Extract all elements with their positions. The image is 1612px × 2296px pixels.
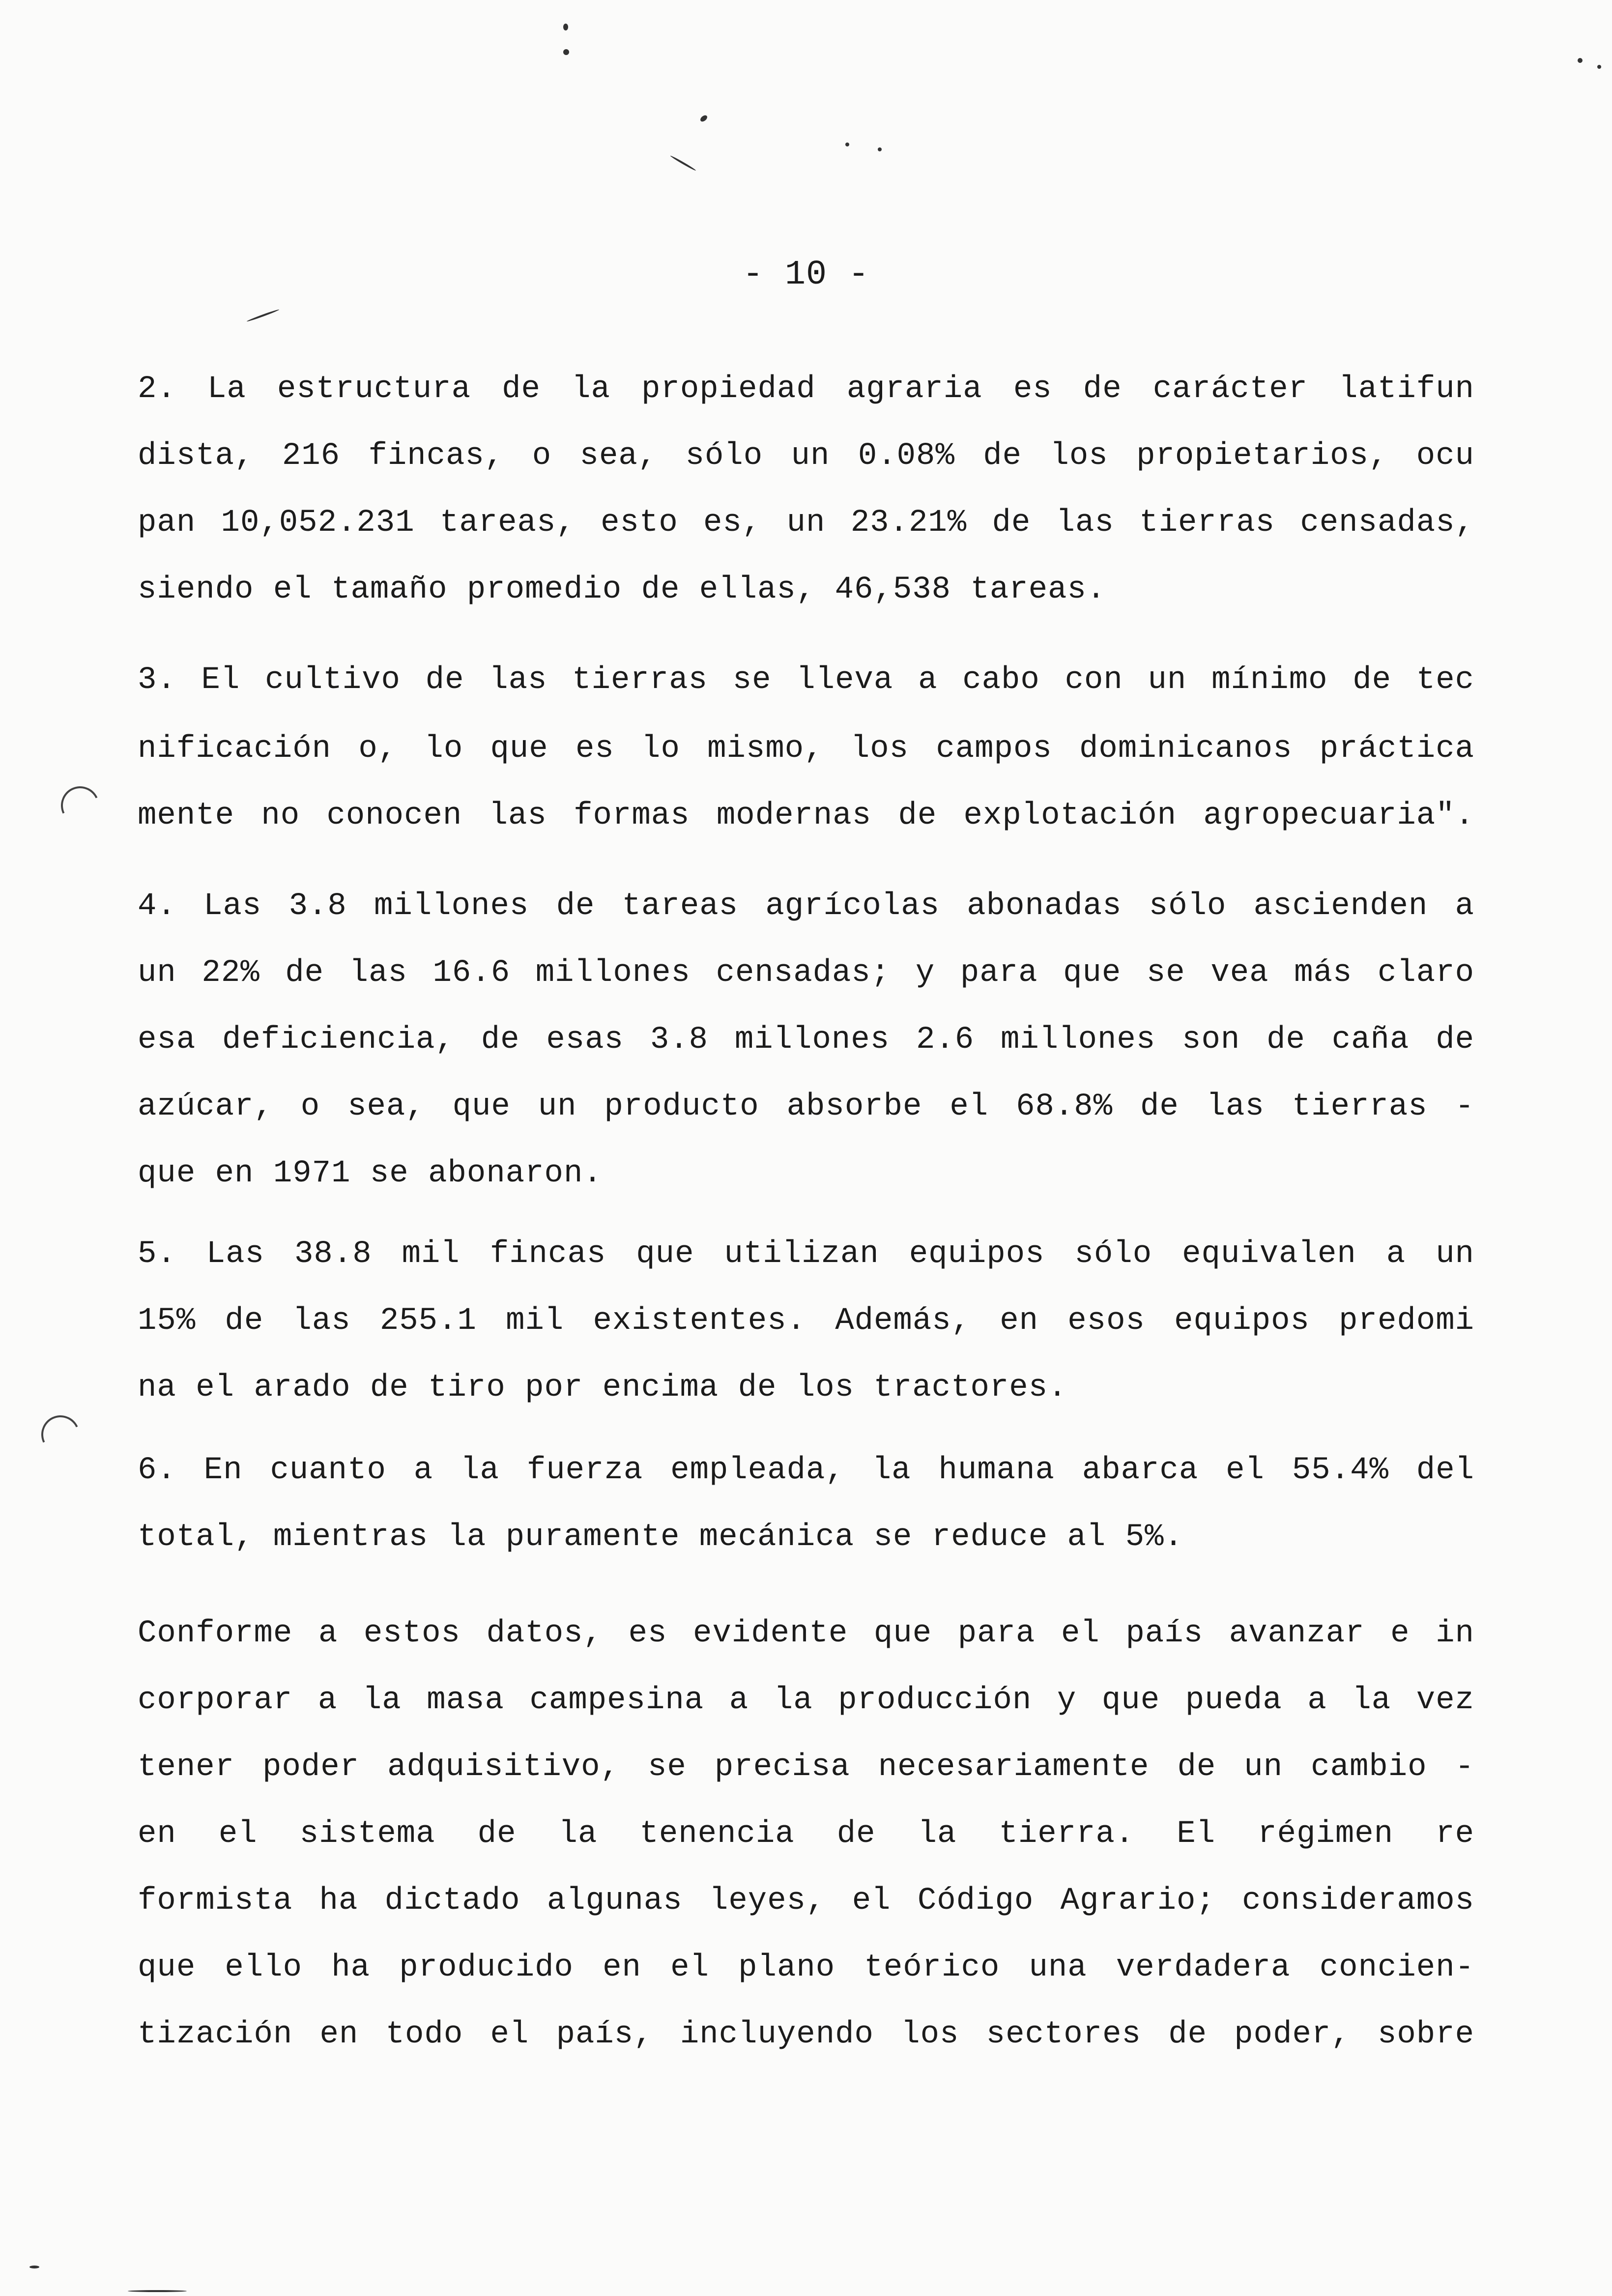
text-line: pan 10,052.231 tareas, esto es, un 23.21% de las tierras censadas, (138, 505, 1474, 541)
text-line: 4. Las 3.8 millones de tareas agrícolas abonadas sólo ascienden a (138, 889, 1474, 924)
text-line: dista, 216 fincas, o sea, sólo un 0.08% de los propietarios, ocu (138, 438, 1474, 474)
text-line: 2. La estructura de la propiedad agraria es de carácter latifun (138, 372, 1474, 407)
text-line: corporar a la masa campesina a la producción y que pueda a la vez (138, 1683, 1474, 1718)
scan-speck (845, 143, 849, 146)
text-line: azúcar, o sea, que un producto absorbe el 68.8% de las tierras - (138, 1089, 1474, 1124)
text-line: Conforme a estos datos, es evidente que para el país avanzar e in (138, 1616, 1474, 1651)
text-line: que ello ha producido en el plano teórico una verdadera concien- (138, 1950, 1474, 1985)
text-line: formista ha dictado algunas leyes, el Código Agrario; consideramos (138, 1883, 1474, 1919)
text-line: total, mientras la puramente mecánica se reduce al 5%. (138, 1520, 1183, 1555)
text-line: 3. El cultivo de las tierras se lleva a cabo con un mínimo de tec (138, 662, 1474, 698)
scan-speck (1578, 58, 1583, 63)
scan-speck (1597, 65, 1601, 69)
scan-speck (29, 2266, 39, 2268)
text-line: mente no conocen las formas modernas de explotación agropecuaria". (138, 798, 1474, 833)
text-line: 15% de las 255.1 mil existentes. Además, en esos equipos predomi (138, 1303, 1474, 1339)
text-line: 5. Las 38.8 mil fincas que utilizan equipos sólo equivalen a un (138, 1236, 1474, 1272)
text-line: que en 1971 se abonaron. (138, 1156, 603, 1191)
scan-speck (246, 309, 279, 322)
scan-speck (699, 114, 709, 123)
scan-speck (128, 2290, 187, 2292)
text-line: un 22% de las 16.6 millones censadas; y para que se vea más claro (138, 955, 1474, 991)
text-line: en el sistema de la tenencia de la tierra. El régimen re (138, 1816, 1474, 1852)
scan-speck (878, 147, 882, 151)
text-line: siendo el tamaño promedio de ellas, 46,538 tareas. (138, 572, 1106, 607)
hole-punch-mark (56, 781, 105, 830)
scan-speck (563, 49, 569, 55)
hole-punch-mark (36, 1410, 85, 1459)
text-line: nificación o, lo que es lo mismo, los campos dominicanos práctica (138, 731, 1474, 767)
scan-speck (563, 24, 568, 30)
text-line: tener poder adquisitivo, se precisa necesariamente de un cambio - (138, 1750, 1474, 1785)
text-line: 6. En cuanto a la fuerza empleada, la humana abarca el 55.4% del (138, 1453, 1474, 1488)
page-number: - 10 - (742, 256, 870, 294)
scan-speck (670, 155, 696, 171)
text-line: na el arado de tiro por encima de los tractores. (138, 1370, 1067, 1406)
text-line: tización en todo el país, incluyendo los sectores de poder, sobre (138, 2017, 1474, 2052)
text-line: esa deficiencia, de esas 3.8 millones 2.6 millones son de caña de (138, 1022, 1474, 1058)
